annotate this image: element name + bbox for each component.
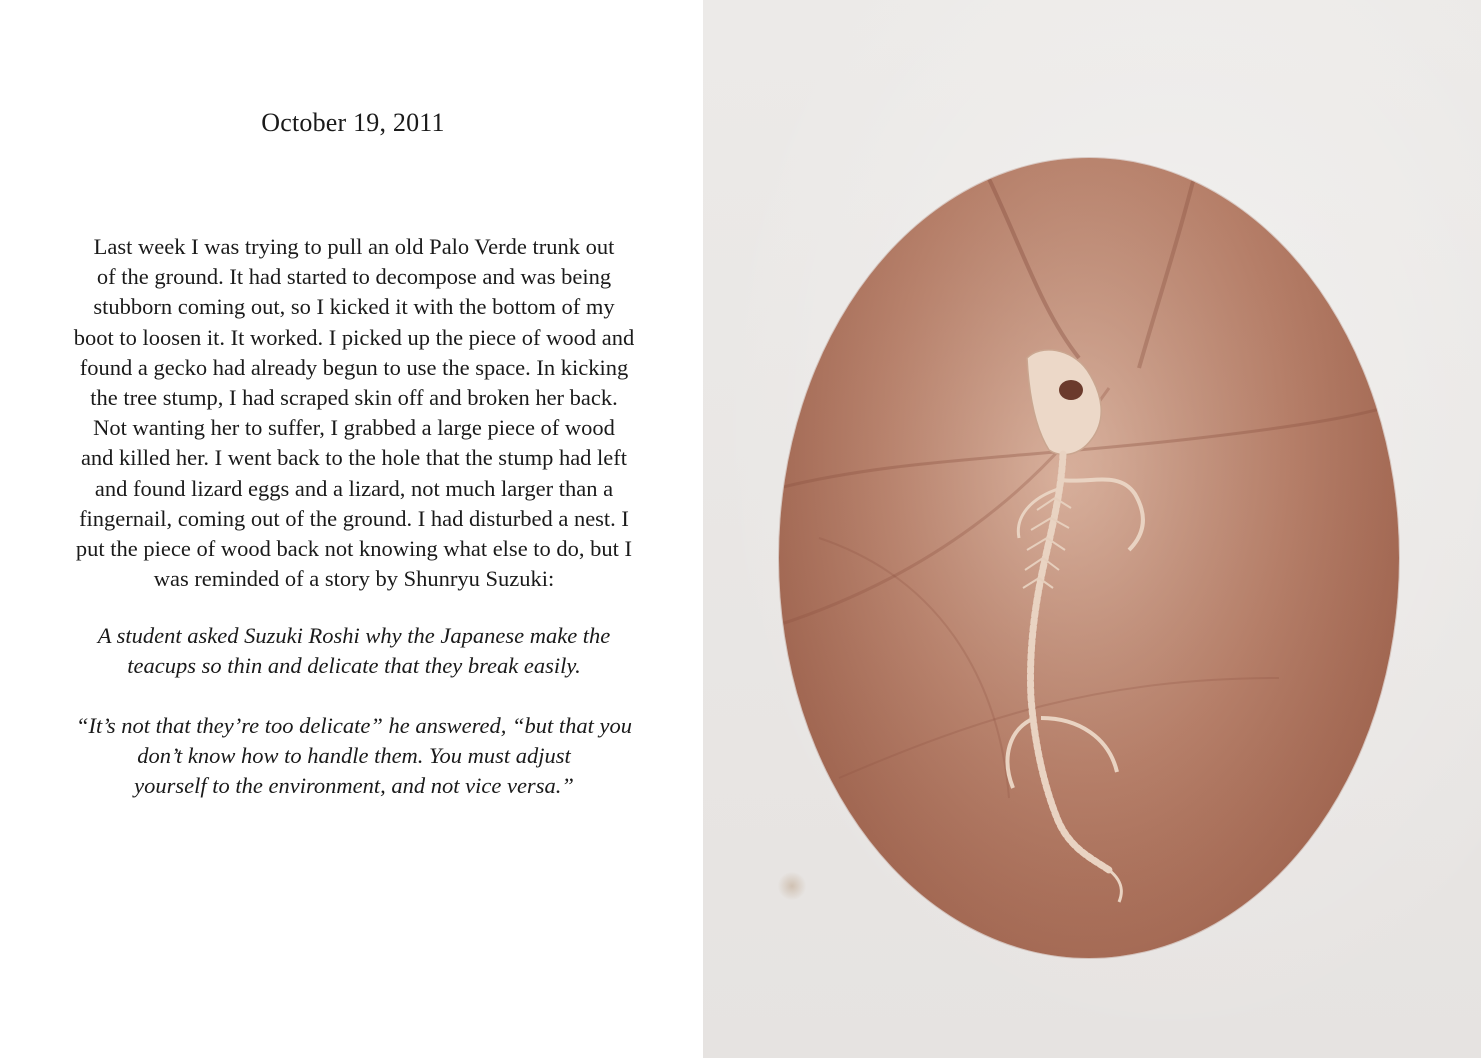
quote-line: “It’s not that they’re too delicate” he answered, “but that you <box>76 713 632 738</box>
body-line: the tree stump, I had scraped skin off and broken her back. <box>90 385 618 411</box>
entry-body <box>38 232 670 594</box>
entry-date: October 19, 2011 <box>261 108 445 137</box>
body-line: boot to loosen it. It worked. I picked up the piece of wood and <box>73 324 635 350</box>
body-line: stubborn coming out, so I kicked it with the bottom of my <box>93 294 615 320</box>
body-line: Not wanting her to suffer, I grabbed a large piece of wood <box>93 415 615 441</box>
quote-line: A student asked Suzuki Roshi why the Japanese make the <box>97 623 611 648</box>
body-line: and found lizard eggs and a lizard, not much larger than a <box>94 475 614 501</box>
paper-stain <box>777 872 807 900</box>
body-line: Last week I was trying to pull an old Palo Verde trunk out <box>93 234 615 259</box>
body-line: and killed her. I went back to the hole that the stump had left <box>80 445 628 471</box>
body-line: found a gecko had already begun to use the space. In kicking <box>79 354 629 380</box>
body-line: put the piece of wood back not knowing what else to do, but I <box>75 536 633 562</box>
body-line: was reminded of a story by Shunryu Suzuki: <box>153 566 555 592</box>
palm-with-lizard-skeleton-image <box>779 158 1399 958</box>
oval-photograph <box>779 158 1399 958</box>
quote-answer <box>38 711 670 802</box>
photo-page <box>703 0 1481 1058</box>
quote-line: yourself to the environment, and not vice versa.” <box>134 773 574 799</box>
text-page <box>0 0 703 1058</box>
quote-line: don’t know how to handle them. You must adjust <box>137 743 571 769</box>
body-line: of the ground. It had started to decompose and was being <box>96 264 612 290</box>
quote-question <box>38 621 670 681</box>
body-line: fingernail, coming out of the ground. I had disturbed a nest. I <box>79 505 629 531</box>
quote-line: teacups so thin and delicate that they break easily. <box>127 653 581 679</box>
